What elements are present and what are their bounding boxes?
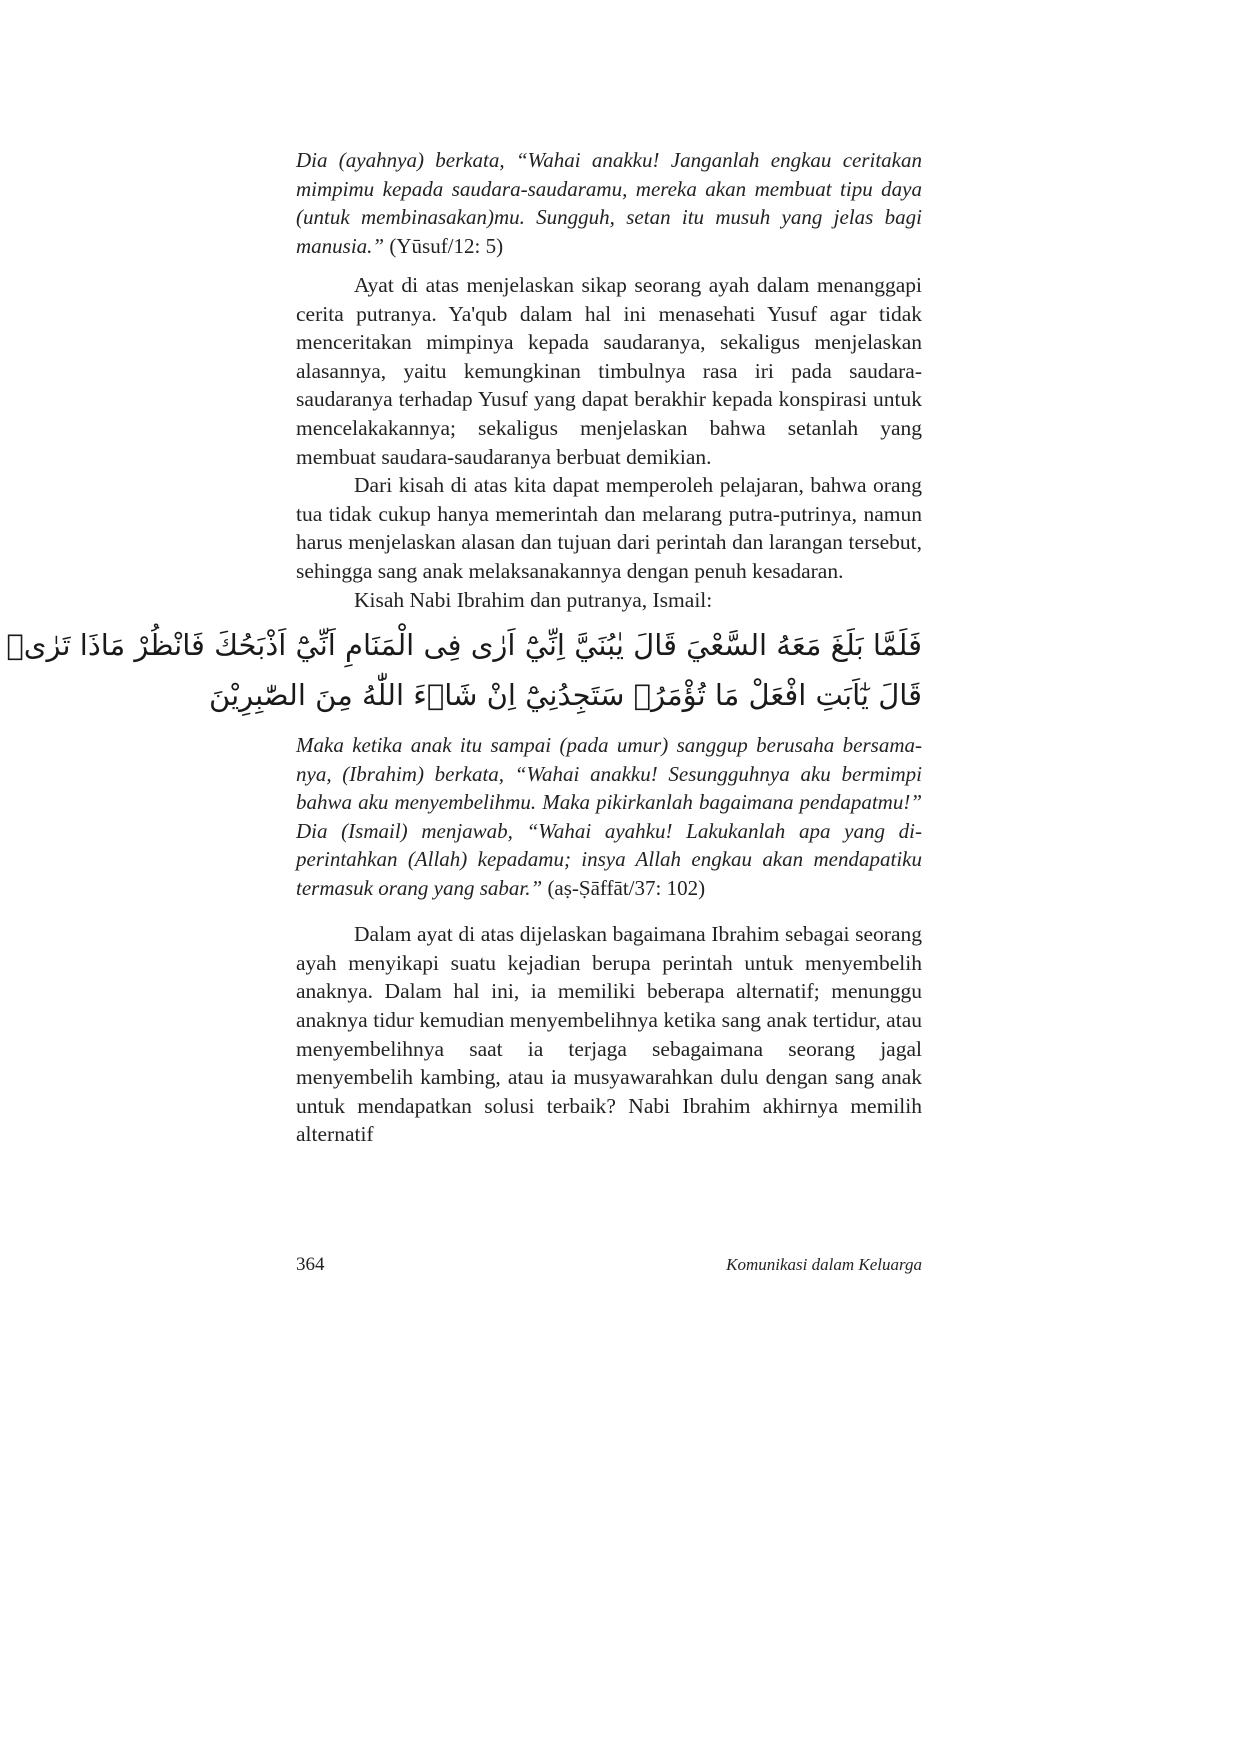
body-paragraph: Dari kisah di atas kita dapat memperoleh pelajaran, bahwa orang tua tidak cukup hanya memerintah dan melarang putra-putrinya, namun harus menjelaskan alasan dan tujuan dari perintah dan larangan tersebut, sehingga sang anak melaksanakannya dengan penuh kesadaran.	[296, 473, 922, 583]
arabic-verse-line: فَلَمَّا بَلَغَ مَعَهُ السَّعْيَ قَالَ يٰبُنَيَّ اِنِّيْٓ اَرٰى فِى الْمَنَامِ اَنِّيْٓ اَذْبَحُكَ فَانْظُرْ مَاذَا تَرٰىۗ	[6, 628, 922, 663]
body-paragraph-intro: Kisah Nabi Ibrahim dan putranya, Ismail:	[354, 587, 713, 612]
page-body	[6, 146, 922, 1149]
page-footer	[296, 1254, 922, 1278]
body-paragraph: Ayat di atas menjelaskan sikap seorang ayah dalam menanggapi cerita putranya. Ya'qub dalam hal ini menasehati Yusuf agar tidak menceritakan mimpinya kepada saudaranya, sekaligus menjelaskan alasannya, yaitu kemungkinan timbulnya rasa iri pada saudara-saudaranya terhadap Yusuf yang dapat berakhir kepada konspirasi untuk mencelakakannya; sekaligus menjelaskan bahwa setanlah yang membuat saudara-saudaranya berbuat demikian.	[296, 273, 922, 469]
arabic-verse	[6, 620, 922, 720]
verse-reference: (Yūsuf/12: 5)	[389, 233, 504, 258]
translation-text: Maka ketika anak itu sampai (pada umur) sanggup berusaha bersamanya, (Ibrahim) berkata, “Wahai anakku! Sesungguhnya aku bermimpi bahwa aku menyembelihmu. Maka pikirkanlah bagaimana pendapatmu!” Dia (Ismail) menjawab, “Wahai ayahku! Lakukanlah apa yang diperintahkan (Allah) kepadamu; insya Allah engkau akan mendapatiku termasuk orang yang sabar.”	[296, 733, 922, 900]
translation-text: Dia (ayahnya) berkata, “Wahai anakku! Janganlah engkau ceritakan mimpimu kepada saudara-saudaramu, mereka akan membuat tipu daya (untuk membinasakan)mu. Sungguh, setan itu musuh yang jelas bagi manusia.”	[296, 148, 922, 258]
arabic-verse-line: قَالَ يٰٓاَبَتِ افْعَلْ مَا تُؤْمَرُۖ سَتَجِدُنِيْٓ اِنْ شَاۤءَ اللّٰهُ مِنَ الصّٰبِرِيْنَ	[209, 678, 922, 713]
quran-translation-saffat	[296, 731, 922, 902]
page-number: 364	[296, 1254, 325, 1275]
body-paragraph: Dalam ayat di atas dijelaskan bagaimana Ibrahim sebagai seorang ayah menyikapi suatu kejadian berupa perintah untuk menyembelih anaknya. Dalam hal ini, ia memiliki beberapa alternatif; menunggu anaknya tidur kemudian menyembelihnya ketika sang anak tertidur, atau menyembelihnya saat ia terjaga sebagaimana seorang jagal menyembelih kambing, atau ia musyawarahkan dulu dengan sang anak untuk mendapatkan solusi terbaik? Nabi Ibrahim akhirnya memilih alternatif	[296, 922, 922, 1147]
verse-reference: (aṣ-Ṣāffāt/37: 102)	[547, 875, 706, 900]
quran-translation-yusuf	[296, 146, 922, 260]
running-title: Komunikasi dalam Keluarga	[726, 1255, 922, 1274]
